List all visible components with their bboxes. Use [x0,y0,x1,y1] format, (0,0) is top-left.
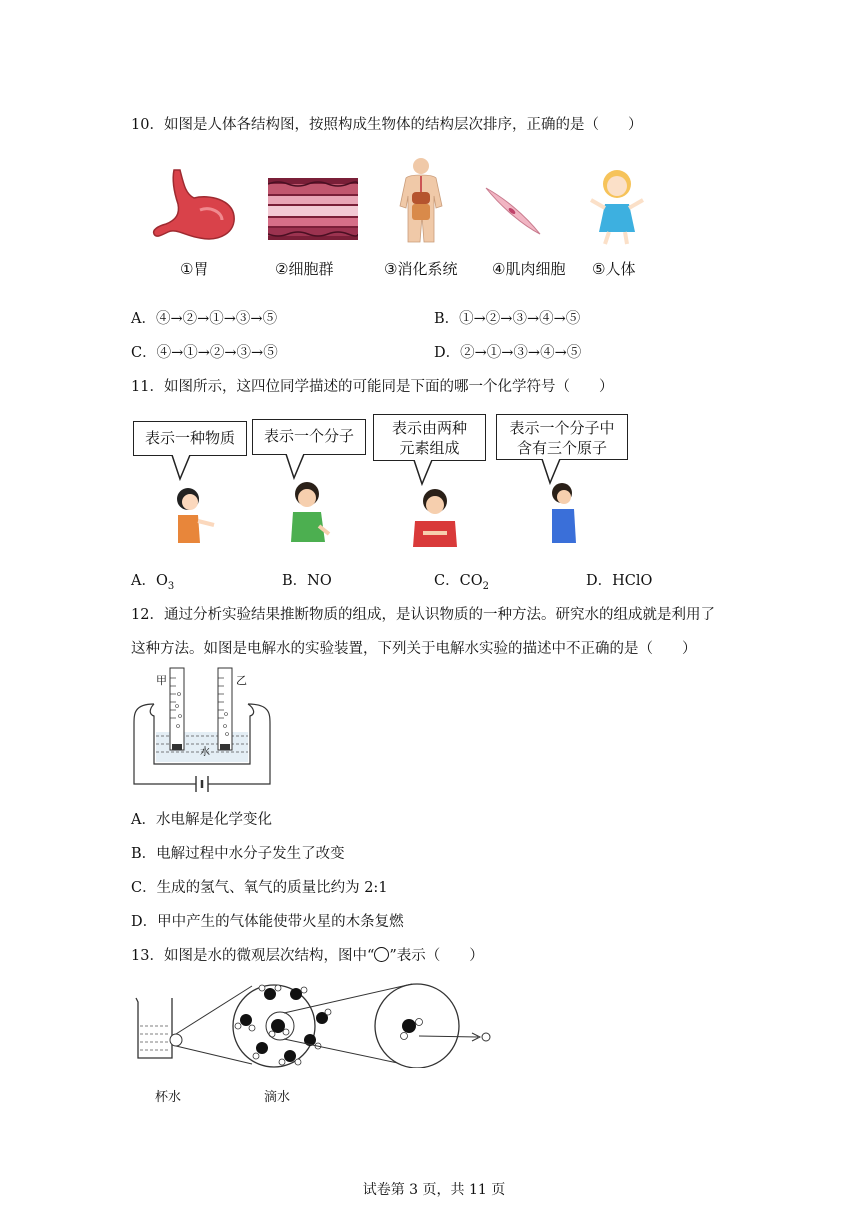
speech-bubble-3 [373,414,486,461]
student-2-boy [285,480,333,546]
q11-option-a-label: A．O [131,573,168,589]
q12-stem-line-1: 12．通过分析实验结果推断物质的组成，是认识物质的一种方法。研究水的组成就是利用了 [131,607,715,623]
caption-muscle-cell: ④肌肉细胞 [492,260,566,278]
tissue-illustration [268,178,358,240]
q10-option-c[interactable]: C．④→①→②→③→⑤ [131,345,278,361]
muscle-cell-illustration [484,184,542,236]
q11-stem: 11．如图所示，这四位同学描述的可能同是下面的哪一个化学符号（ ） [131,379,614,395]
tube-label-yi: 乙 [236,674,247,687]
q12-option-a[interactable]: A．水电解是化学变化 [131,812,272,828]
q11-option-a-subscript: 3 [167,580,175,592]
q13-stem-pre: 13．如图是水的微观层次结构，图中“ [131,948,375,964]
caption-cell-group: ②细胞群 [275,260,334,278]
q11-option-d[interactable]: D．HClO [586,573,653,589]
bubble-4-line-2: 含有三个原子 [516,439,607,457]
bubble-1-tail [170,455,194,481]
q13-stem-post: ”表示（ ） [389,948,484,964]
stomach-illustration [150,166,242,244]
q11-option-c-label: C．CO [434,573,483,589]
student-1-girl [164,485,218,547]
bubble-3-tail [412,460,436,486]
water-label: 水 [200,747,210,758]
label-cup-water: 杯水 [155,1090,182,1105]
open-circle-symbol [374,947,389,962]
q12-stem-line-2: 这种方法。如图是电解水的实验装置，下列关于电解水实验的描述中不正确的是（ ） [131,641,697,657]
tube-label-jia: 甲 [156,674,167,687]
bubble-2-line-1: 表示一个分子 [263,427,354,445]
caption-stomach: ①胃 [180,260,209,278]
speech-bubble-2 [252,419,366,455]
speech-bubble-4 [496,414,628,460]
q10-option-a[interactable]: A．④→②→①→③→⑤ [131,311,278,327]
page-footer: 试卷第 3 页，共 11 页 [362,1182,506,1198]
digestive-system-illustration [396,156,446,246]
q10-option-d[interactable]: D．②→①→③→④→⑤ [434,345,582,361]
water-micro-structure-diagram [132,976,492,1068]
student-3-boy [409,487,461,549]
q11-option-a[interactable] [131,569,174,592]
speech-bubble-1 [133,421,247,456]
q12-option-b[interactable]: B．电解过程中水分子发生了改变 [131,846,345,862]
q11-option-c[interactable] [434,569,489,592]
student-4-boy [546,481,580,547]
bubble-4-line-1: 表示一个分子中 [509,419,615,437]
q11-option-c-subscript: 2 [482,580,489,592]
bubble-2-tail [284,454,308,480]
human-body-illustration [587,166,647,248]
q11-option-b[interactable]: B．NO [282,573,332,589]
q12-option-d[interactable]: D．甲中产生的气体能使带火星的木条复燃 [131,914,404,930]
label-drop-water: 滴水 [264,1090,291,1105]
q12-option-c[interactable]: C．生成的氢气、氧气的质量比约为 2:1 [131,880,388,896]
q10-option-b[interactable]: B．①→②→③→④→⑤ [434,311,581,327]
electrolysis-apparatus [130,664,276,796]
bubble-1-line-1: 表示一种物质 [144,429,235,447]
caption-human-body: ⑤人体 [592,260,636,278]
bubble-3-line-2: 元素组成 [399,439,460,457]
bubble-3-line-1: 表示由两种 [391,419,467,437]
q13-stem [131,944,484,965]
caption-digestive-system: ③消化系统 [384,260,458,278]
q10-stem: 10．如图是人体各结构图，按照构成生物体的结构层次排序，正确的是（ ） [131,117,643,133]
